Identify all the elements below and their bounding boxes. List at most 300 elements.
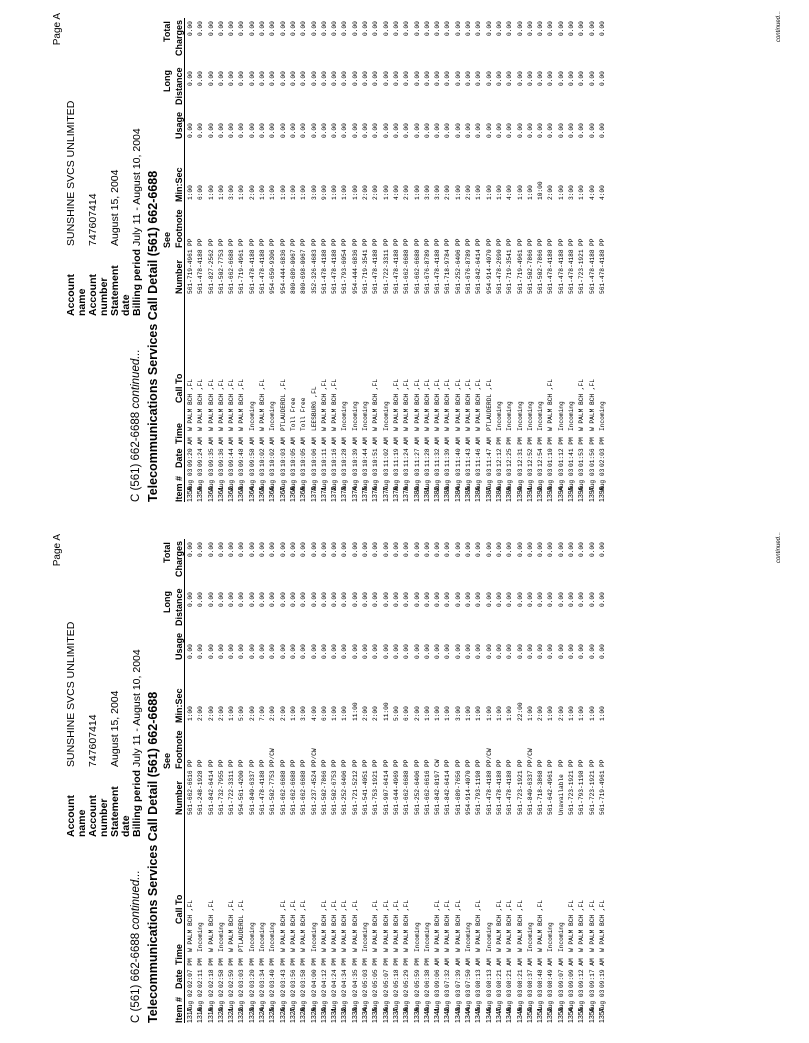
cell-call-to: W PALM BCH ,FL xyxy=(444,900,452,952)
cell-call-to: W PALM BCH ,FL xyxy=(320,900,328,952)
table-row xyxy=(485,539,495,1023)
cell-total-charges: 0.00 xyxy=(516,21,524,36)
cell-item: 1351 xyxy=(537,1007,545,1023)
cell-total-charges: 0.00 xyxy=(403,542,411,557)
cell-footnote: PP xyxy=(351,238,359,246)
cell-long-distance: 0.00 xyxy=(351,71,359,86)
cell-item: 1381 xyxy=(423,486,431,502)
col-total: Total xyxy=(162,542,172,563)
cell-time: 03:03 PM xyxy=(238,958,246,988)
cell-min-sec: 1:00 xyxy=(506,706,514,721)
cell-number: 561-689-7656 xyxy=(454,770,462,815)
cell-min-sec: 1:00 xyxy=(465,706,473,721)
subtitle-number: C (561) 662-6688 xyxy=(130,411,142,502)
cell-number: 352-326-4683 xyxy=(310,249,318,294)
cell-total-charges: 0.00 xyxy=(279,542,287,557)
cell-call-to: W PALM BCH ,FL xyxy=(506,900,514,952)
cell-long-distance: 0.00 xyxy=(228,71,236,86)
cell-usage: 0.00 xyxy=(434,644,442,659)
cell-total-charges: 0.00 xyxy=(403,21,411,36)
cell-usage: 0.00 xyxy=(444,644,452,659)
cell-time: 02:03 PM xyxy=(598,437,606,467)
cell-footnote: PP xyxy=(547,759,555,767)
cell-number: 954-914-4070 xyxy=(465,770,473,815)
cell-long-distance: 0.00 xyxy=(557,71,565,86)
cell-item: 1377 xyxy=(382,486,390,502)
cell-min-sec: 1:00 xyxy=(547,706,555,721)
cell-date: Aug 02 xyxy=(403,989,411,1012)
cell-usage: 0.00 xyxy=(289,123,297,138)
cell-usage: 0.00 xyxy=(382,123,390,138)
cell-date: Aug 03 xyxy=(547,989,555,1012)
cell-item: 1356 xyxy=(588,1007,596,1023)
cell-total-charges: 0.00 xyxy=(537,542,545,557)
cell-min-sec: 1:00 xyxy=(269,185,277,200)
cell-date: Aug 03 xyxy=(228,468,236,491)
call-rows xyxy=(186,539,608,1023)
cell-item: 1339 xyxy=(413,1007,421,1023)
cell-number: 561-723-1921 xyxy=(578,249,586,294)
cell-call-to: W PALM BCH ,FL xyxy=(392,379,400,431)
statement-date-value: August 15, 2004 xyxy=(109,690,121,767)
cell-min-sec: 5:00 xyxy=(392,706,400,721)
cell-number: 561-478-4188 xyxy=(372,249,380,294)
cell-number: 561-478-4188 xyxy=(197,249,205,294)
table-row xyxy=(557,539,567,1023)
cell-long-distance: 0.00 xyxy=(362,592,370,607)
cell-call-to: W PALM BCH ,FL xyxy=(444,379,452,431)
cell-number: 561-478-4188 xyxy=(259,249,267,294)
cell-total-charges: 0.00 xyxy=(516,542,524,557)
cell-total-charges: 0.00 xyxy=(475,542,483,557)
cell-min-sec: 2:00 xyxy=(248,185,256,200)
cell-min-sec: 2:00 xyxy=(279,706,287,721)
cell-item: 1390 xyxy=(516,486,524,502)
account-number-label: Account number xyxy=(87,274,110,316)
cell-total-charges: 0.00 xyxy=(392,542,400,557)
cell-item: 1385 xyxy=(465,486,473,502)
statement-date-label: Statement date xyxy=(109,265,132,316)
table-row xyxy=(454,18,464,502)
cell-number: 561-478-4188 xyxy=(547,249,555,294)
cell-long-distance: 0.00 xyxy=(547,592,555,607)
cell-long-distance: 0.00 xyxy=(217,592,225,607)
cell-call-to: W PALM BCH ,FL xyxy=(351,900,359,952)
cell-long-distance: 0.00 xyxy=(423,592,431,607)
cell-time: 08:48 AM xyxy=(537,958,545,988)
cell-min-sec: 1:00 xyxy=(526,706,534,721)
cell-time: 03:34 PM xyxy=(259,958,267,988)
cell-total-charges: 0.00 xyxy=(238,542,246,557)
cell-item: 1358 xyxy=(187,486,194,502)
cell-long-distance: 0.00 xyxy=(197,592,205,607)
cell-footnote: PP xyxy=(475,238,483,246)
cell-min-sec: 3:00 xyxy=(434,185,442,200)
cell-time: 11:39 AM xyxy=(444,437,452,467)
table-row xyxy=(516,18,526,502)
cell-date: Aug 03 xyxy=(444,989,452,1012)
account-name-label: Account name xyxy=(65,274,88,316)
cell-long-distance: 0.00 xyxy=(331,592,339,607)
account-info xyxy=(66,101,143,316)
cell-usage: 0.00 xyxy=(495,644,503,659)
cell-item: 1362 xyxy=(228,486,236,502)
cell-total-charges: 0.00 xyxy=(228,21,236,36)
cell-item: 1352 xyxy=(547,1007,555,1023)
cell-number: 561-662-6688 xyxy=(228,249,236,294)
cell-min-sec: 9:00 xyxy=(320,185,328,200)
cell-usage: 0.00 xyxy=(423,123,431,138)
cell-footnote: CW xyxy=(434,759,442,767)
cell-date: Aug 03 xyxy=(351,468,359,491)
cell-time: 11:24 AM xyxy=(403,437,411,467)
cell-call-to: W PALM BCH ,FL xyxy=(475,379,483,431)
cell-call-to: PTLAUDERDL ,FL xyxy=(485,379,493,431)
cell-call-to: W PALM BCH ,FL xyxy=(578,900,586,952)
col-see: See xyxy=(162,752,172,769)
cell-number: 561-541-4051 xyxy=(362,770,370,815)
cell-call-to: W PALM BCH ,FL xyxy=(567,900,575,952)
table-row xyxy=(588,539,598,1023)
cell-number: 561-478-4188 xyxy=(320,249,328,294)
cell-call-to: W PALM BCH ,FL xyxy=(578,379,586,431)
cell-total-charges: 0.00 xyxy=(598,542,606,557)
cell-usage: 0.00 xyxy=(279,644,287,659)
cell-usage: 0.00 xyxy=(279,123,287,138)
table-row xyxy=(186,18,196,502)
cell-long-distance: 0.00 xyxy=(578,71,586,86)
table-row xyxy=(248,539,258,1023)
cell-item: 1384 xyxy=(454,486,462,502)
cell-number: 561-478-4188 xyxy=(588,249,596,294)
cell-footnote: PP xyxy=(567,238,575,246)
cell-time: 09:19 AM xyxy=(598,958,606,988)
cell-date: Aug 02 xyxy=(228,989,236,1012)
cell-usage: 0.00 xyxy=(207,123,215,138)
cell-time: 05:29 PM xyxy=(403,958,411,988)
cell-min-sec: 1:00 xyxy=(454,185,462,200)
section-title: Telecommunications Services Call Detail (561) 662-6688 xyxy=(146,691,160,1023)
cell-number: 561-642-4961 xyxy=(547,770,555,815)
table-row xyxy=(320,539,330,1023)
cell-total-charges: 0.00 xyxy=(475,21,483,36)
table-row xyxy=(474,18,484,502)
cell-item: 1386 xyxy=(475,486,483,502)
cell-long-distance: 0.00 xyxy=(495,71,503,86)
cell-call-to: Incoming xyxy=(362,401,370,431)
cell-long-distance: 0.00 xyxy=(578,592,586,607)
cell-min-sec: 3:00 xyxy=(228,185,236,200)
cell-long-distance: 0.00 xyxy=(403,592,411,607)
cell-number: 561-907-6414 xyxy=(382,770,390,815)
cell-usage: 0.00 xyxy=(362,123,370,138)
table-row xyxy=(546,18,556,502)
cell-long-distance: 0.00 xyxy=(506,592,514,607)
table-row xyxy=(464,539,474,1023)
cell-date: Aug 03 xyxy=(475,468,483,491)
table-row xyxy=(196,539,206,1023)
cell-usage: 0.00 xyxy=(506,644,514,659)
cell-call-to: W PALM BCH ,FL xyxy=(495,900,503,952)
col-distance: Distance xyxy=(174,588,184,626)
cell-footnote: PP xyxy=(392,759,400,767)
table-row xyxy=(495,18,505,502)
cell-long-distance: 0.00 xyxy=(238,71,246,86)
cell-time: 03:20 PM xyxy=(248,958,256,988)
cell-total-charges: 0.00 xyxy=(454,21,462,36)
cell-time: 07:32 AM xyxy=(444,958,452,988)
cell-time: 09:06 AM xyxy=(434,958,442,988)
cell-min-sec: 2:00 xyxy=(362,185,370,200)
cell-call-to: W PALM BCH ,FL xyxy=(392,900,400,952)
col-charges: Charges xyxy=(174,19,184,56)
cell-item: 1368 xyxy=(289,486,297,502)
cell-usage: 0.00 xyxy=(475,123,483,138)
cell-item: 1350 xyxy=(526,1007,534,1023)
cell-min-sec: 1:00 xyxy=(444,706,452,721)
table-row xyxy=(320,18,330,502)
cell-time: 01:12 PM xyxy=(557,437,565,467)
col-min-sec: Min:Sec xyxy=(174,688,184,723)
cell-call-to: Incoming xyxy=(269,922,277,952)
col-total: Total xyxy=(162,21,172,42)
cell-total-charges: 0.00 xyxy=(300,542,308,557)
cell-item: 1329 xyxy=(310,1007,318,1023)
cell-min-sec: 2:00 xyxy=(465,185,473,200)
cell-min-sec: 1:00 xyxy=(217,185,225,200)
cell-usage: 0.00 xyxy=(567,123,575,138)
cell-number: 800-698-0067 xyxy=(300,249,308,294)
cell-date: Aug 03 xyxy=(557,989,565,1012)
cell-min-sec: 1:00 xyxy=(413,185,421,200)
cell-call-to: W PALM BCH ,FL xyxy=(475,900,483,952)
cell-footnote: PP xyxy=(300,759,308,767)
cell-usage: 0.00 xyxy=(403,644,411,659)
cell-footnote: PP xyxy=(382,759,390,767)
cell-date: Aug 02 xyxy=(413,989,421,1012)
table-row xyxy=(382,539,392,1023)
cell-call-to: Incoming xyxy=(217,922,225,952)
table-row xyxy=(516,539,526,1023)
cell-time: 09:07 AM xyxy=(557,958,565,988)
cell-min-sec: 1:00 xyxy=(588,706,596,721)
cell-date: Aug 03 xyxy=(372,468,380,491)
cell-date: Aug 02 xyxy=(310,989,318,1012)
cell-number: 561-502-7866 xyxy=(526,249,534,294)
cell-number: 561-842-0197 xyxy=(434,770,442,815)
cell-date: Aug 02 xyxy=(207,989,215,1012)
cell-min-sec: 1:00 xyxy=(485,185,493,200)
cell-usage: 0.00 xyxy=(289,644,297,659)
cell-call-to: Incoming xyxy=(310,922,318,952)
col-long: Long xyxy=(162,591,172,613)
table-row xyxy=(505,18,515,502)
cell-long-distance: 0.00 xyxy=(289,71,297,86)
cell-time: 09:20 AM xyxy=(187,437,194,467)
cell-footnote: PP/CW xyxy=(526,748,534,767)
cell-min-sec: 1:00 xyxy=(289,185,297,200)
cell-number: 561-644-4969 xyxy=(392,770,400,815)
cell-total-charges: 0.00 xyxy=(526,542,534,557)
cell-usage: 0.00 xyxy=(413,123,421,138)
cell-usage: 0.00 xyxy=(187,123,194,138)
cell-number: 561-478-4188 xyxy=(434,249,442,294)
cell-time: 09:09 AM xyxy=(567,958,575,988)
cell-footnote: PP xyxy=(454,238,462,246)
cell-number: 561-478-4188 xyxy=(392,249,400,294)
cell-time: 07:39 AM xyxy=(454,958,462,988)
cell-item: 1379 xyxy=(403,486,411,502)
cell-date: Aug 02 xyxy=(197,989,205,1012)
cell-footnote: PP xyxy=(403,759,411,767)
cell-long-distance: 0.00 xyxy=(300,71,308,86)
table-row xyxy=(423,18,433,502)
cell-footnote: PP xyxy=(475,759,483,767)
cell-footnote: PP xyxy=(578,238,586,246)
cell-call-to: W PALM BCH ,FL xyxy=(516,900,524,952)
cell-usage: 0.00 xyxy=(423,644,431,659)
cell-date: Aug 03 xyxy=(537,989,545,1012)
cell-time: 09:17 AM xyxy=(588,958,596,988)
cell-date: Aug 03 xyxy=(259,468,267,491)
cell-call-to: Incoming xyxy=(485,922,493,952)
cell-footnote: PP xyxy=(423,238,431,246)
cell-call-to: W PALM BCH ,FL xyxy=(403,379,411,431)
col-charges: Charges xyxy=(174,540,184,577)
cell-number: 561-502-6753 xyxy=(331,770,339,815)
cell-usage: 0.00 xyxy=(372,123,380,138)
cell-date: Aug 02 xyxy=(372,989,380,1012)
cell-call-to: W PALM BCH ,FL xyxy=(434,379,442,431)
table-row xyxy=(207,18,217,502)
cell-time: 04:35 PM xyxy=(351,958,359,988)
cell-number: 954-444-6836 xyxy=(279,249,287,294)
cell-date: Aug 03 xyxy=(248,468,256,491)
cell-time: 11:46 AM xyxy=(475,437,483,467)
table-row xyxy=(268,539,278,1023)
cell-item: 1388 xyxy=(495,486,503,502)
cell-total-charges: 0.00 xyxy=(506,21,514,36)
cell-time: 01:41 PM xyxy=(567,437,575,467)
cell-time: 10:44 AM xyxy=(362,437,370,467)
table-row xyxy=(289,539,299,1023)
cell-long-distance: 0.00 xyxy=(444,592,452,607)
cell-time: 12:54 PM xyxy=(537,437,545,467)
cell-usage: 0.00 xyxy=(567,644,575,659)
cell-long-distance: 0.00 xyxy=(598,71,606,86)
cell-long-distance: 0.00 xyxy=(413,592,421,607)
cell-total-charges: 0.00 xyxy=(588,542,596,557)
col-footnote: Footnote xyxy=(174,730,184,769)
cell-time: 05:07 PM xyxy=(382,958,390,988)
cell-number: 561-478-2690 xyxy=(495,249,503,294)
cell-usage: 0.00 xyxy=(526,123,534,138)
cell-usage: 0.00 xyxy=(362,644,370,659)
cell-call-to: W PALM BCH ,FL xyxy=(331,900,339,952)
cell-total-charges: 0.00 xyxy=(217,542,225,557)
cell-min-sec: 6:00 xyxy=(197,185,205,200)
cell-long-distance: 0.00 xyxy=(269,592,277,607)
cell-item: 1326 xyxy=(279,1007,287,1023)
table-row xyxy=(207,539,217,1023)
cell-usage: 0.00 xyxy=(331,123,339,138)
call-rows xyxy=(186,18,608,502)
cell-number: 561-662-6688 xyxy=(279,770,287,815)
cell-item: 1378 xyxy=(392,486,400,502)
cell-item: 1396 xyxy=(578,486,586,502)
cell-number: 561-723-1921 xyxy=(516,770,524,815)
cell-footnote: PP xyxy=(310,238,318,246)
cell-total-charges: 0.00 xyxy=(434,542,442,557)
cell-min-sec: 1:00 xyxy=(331,706,339,721)
cell-min-sec: 1:00 xyxy=(557,185,565,200)
col-long: Long xyxy=(162,70,172,92)
cell-number: 561-719-4961 xyxy=(516,249,524,294)
cell-min-sec: 4:00 xyxy=(310,706,318,721)
cell-number: 561-478-4188 xyxy=(248,249,256,294)
cell-number: 561-662-6688 xyxy=(413,249,421,294)
cell-total-charges: 0.00 xyxy=(423,21,431,36)
table-row xyxy=(279,18,289,502)
cell-date: Aug 03 xyxy=(362,468,370,491)
cell-min-sec: 1:00 xyxy=(475,706,483,721)
cell-item: 1328 xyxy=(300,1007,308,1023)
cell-footnote: PP xyxy=(362,759,370,767)
cell-time: 09:58 AM xyxy=(248,437,256,467)
cell-footnote: PP xyxy=(382,238,390,246)
cell-item: 1331 xyxy=(331,1007,339,1023)
cell-date: Aug 03 xyxy=(506,989,514,1012)
cell-min-sec: 3:00 xyxy=(310,185,318,200)
cell-date: Aug 03 xyxy=(310,468,318,491)
cell-time: 10:06 AM xyxy=(310,437,318,467)
cell-long-distance: 0.00 xyxy=(392,592,400,607)
cell-item: 1338 xyxy=(403,1007,411,1023)
cell-date: Aug 03 xyxy=(485,989,493,1012)
cell-date: Aug 03 xyxy=(465,468,473,491)
cell-usage: 0.00 xyxy=(372,644,380,659)
cell-item: 1344 xyxy=(465,1007,473,1023)
cell-time: 08:37 AM xyxy=(526,958,534,988)
cell-time: 05:18 PM xyxy=(392,958,400,988)
table-row xyxy=(258,18,268,502)
table-row xyxy=(217,18,227,502)
cell-footnote: PP xyxy=(207,759,215,767)
cell-usage: 0.00 xyxy=(341,644,349,659)
col-call-to: Call To xyxy=(174,373,184,403)
cell-total-charges: 0.00 xyxy=(320,542,328,557)
cell-call-to: W PALM BCH ,FL xyxy=(598,900,606,952)
cell-min-sec: 1:00 xyxy=(495,706,503,721)
cell-usage: 0.00 xyxy=(547,123,555,138)
cell-number: 954-650-9306 xyxy=(269,249,277,294)
cell-number: 561-676-8789 xyxy=(465,249,473,294)
cell-usage: 0.00 xyxy=(207,644,215,659)
cell-total-charges: 0.00 xyxy=(331,21,339,36)
cell-min-sec: 2:00 xyxy=(248,706,256,721)
billing-period-value: July 11 - August 10, 2004 xyxy=(131,649,143,767)
cell-long-distance: 0.00 xyxy=(310,592,318,607)
statement-date-label: Statement date xyxy=(109,786,132,837)
cell-call-to: Incoming xyxy=(506,401,514,431)
cell-min-sec: 1:00 xyxy=(475,185,483,200)
col-time: Time xyxy=(174,944,184,965)
cell-total-charges: 0.00 xyxy=(578,21,586,36)
cell-item: 1341 xyxy=(434,1007,442,1023)
cell-item: 1374 xyxy=(351,486,359,502)
cell-number: 561-478-4188 xyxy=(567,249,575,294)
cell-time: 10:28 AM xyxy=(341,437,349,467)
